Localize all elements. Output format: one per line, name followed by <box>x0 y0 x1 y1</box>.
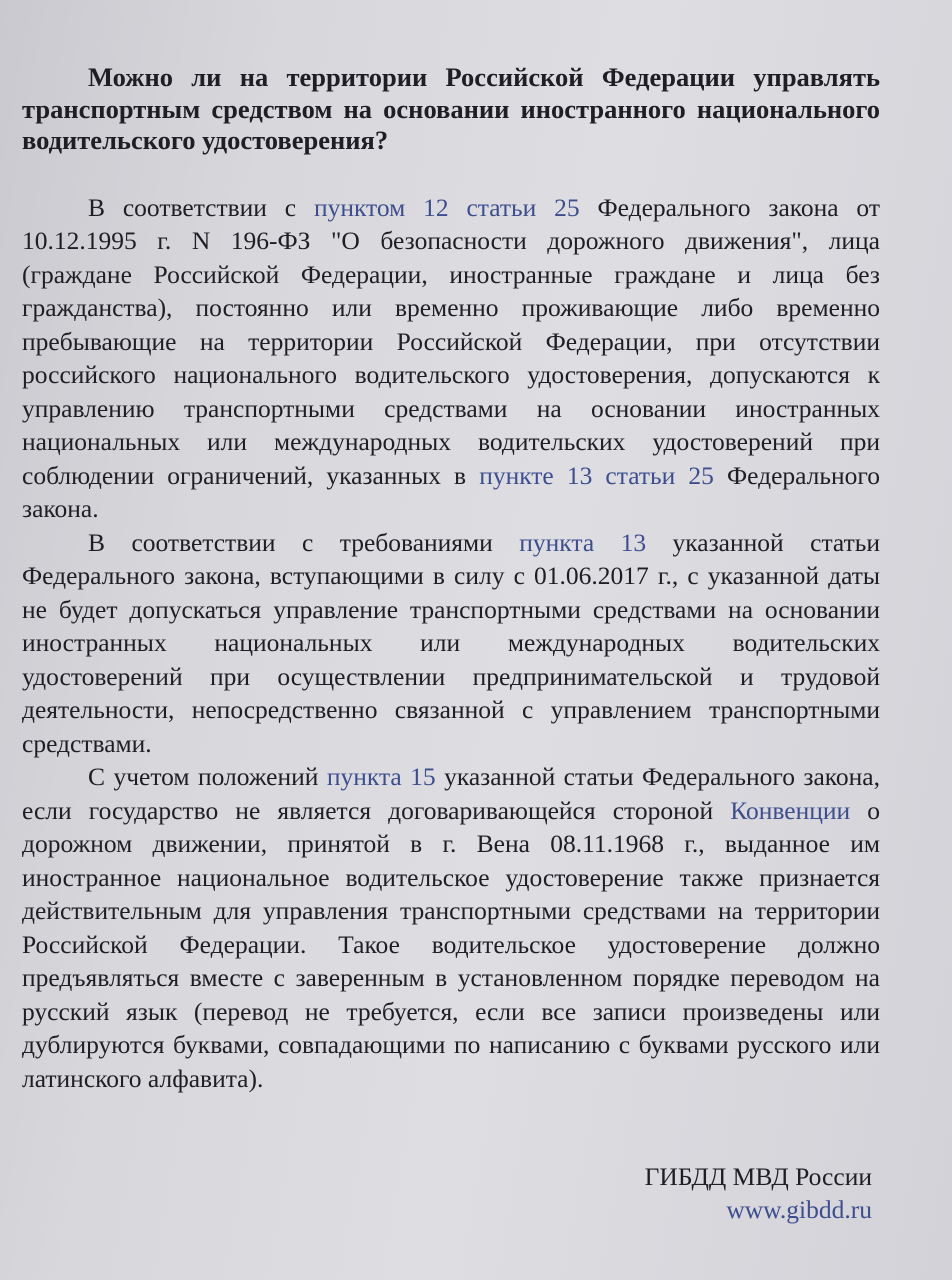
paragraph-1 <box>22 191 880 526</box>
paragraph-text: указанной статьи Федерального закона, если государство не является договаривающейся стороной <box>22 762 880 825</box>
paragraph-text: указанной статьи Федерального закона, вступающими в силу с 01.06.2017 г., с указанной даты не будет допускаться управление транспортными средствами на основании иностранных национальных или международных водительских удостоверений при осуществлении предпринимательской и трудовой деятельности, непосредственно связанной с управлением транспортными средствами. <box>22 527 880 758</box>
signature-block <box>645 1160 872 1226</box>
law-reference-link[interactable]: пункте 13 статьи 25 <box>479 460 714 490</box>
law-reference-link[interactable]: пункта 13 <box>519 527 647 557</box>
paragraph-3 <box>22 760 880 1095</box>
paragraph-text: Федерального закона от 10.12.1995 г. N 196-ФЗ "О безопасности дорожного движения", лица (граждане Российской Федерации, иностранные граждане и лица без гражданства), постоянно или временно проживающие либо временно пребывающие на территории Российской Федерации, при отсутствии российского национального водительского удостоверения, допускаются к управлению транспортными средствами на основании иностранных национальных или международных водительских удостоверений при соблюдении ограничений, указанных в <box>22 192 880 490</box>
website-link[interactable]: www.gibdd.ru <box>726 1195 872 1224</box>
paragraph-text: В соответствии с <box>88 192 314 222</box>
convention-link[interactable]: Конвенции <box>730 795 851 825</box>
document-body <box>22 191 880 1096</box>
document-page <box>22 62 880 1095</box>
paragraph-2 <box>22 526 880 761</box>
paragraph-text: В соответствии с требованиями <box>88 527 520 557</box>
page-title: Можно ли на территории Российской Федерации управлять транспортным средством на основании иностранного национального водительского удостоверения? <box>22 62 880 155</box>
organization-name: ГИБДД МВД России <box>644 1162 872 1191</box>
law-reference-link[interactable]: пункта 15 <box>326 762 436 791</box>
law-reference-link[interactable]: пунктом 12 статьи 25 <box>313 192 580 222</box>
paragraph-text: Федерального закона. <box>22 460 881 523</box>
paragraph-text: о дорожном движении, принятой в г. Вена 08.11.1968 г., выданное им иностранное национальное водительское удостоверение также признается действительным для управления транспортными средствами на территории Российской Федерации. Такое водительское удостоверение должно предъявляться вместе с заверенным в установленном порядке переводом на русский язык (перевод не требуется, если все записи произведены или дублируются буквами, совпадающими по написанию с буквами русского или латинского алфавита). <box>22 795 881 1093</box>
paragraph-text: С учетом положений <box>88 762 327 791</box>
